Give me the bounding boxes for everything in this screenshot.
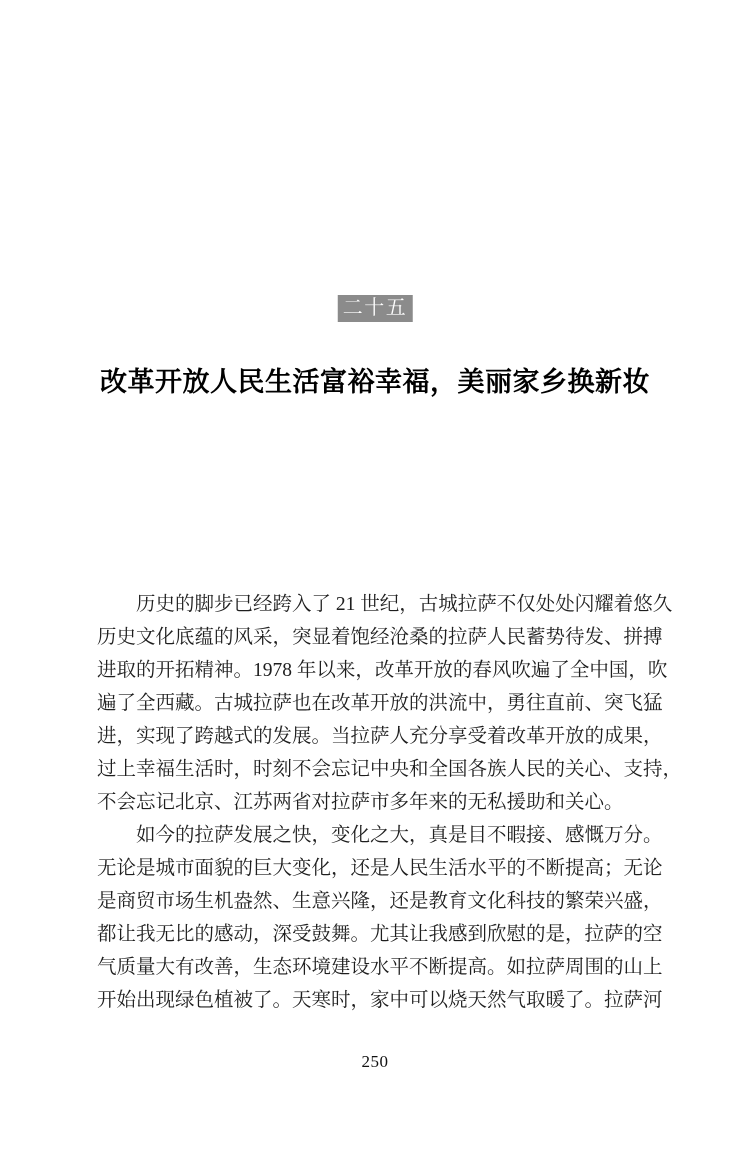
text-line: 进取的开拓精神。1978 年以来，改革开放的春风吹遍了全中国，吹 (97, 660, 668, 681)
text-line: 历史的脚步已经跨入了 21 世纪，古城拉萨不仅处处闪耀着悠久 (136, 594, 673, 615)
text-line: 无论是城市面貌的巨大变化，还是人民生活水平的不断提高；无论 (97, 858, 663, 879)
text-line: 如今的拉萨发展之快，变化之大，真是目不暇接、感慨万分。 (136, 825, 663, 846)
text-line: 气质量大有改善，生态环境建设水平不断提高。如拉萨周围的山上 (97, 957, 663, 978)
text-line: 开始出现绿色植被了。天寒时，家中可以烧天然气取暖了。拉萨河 (97, 990, 663, 1011)
text-line: 历史文化底蕴的风采，突显着饱经沧桑的拉萨人民蓄势待发、拼搏 (97, 627, 663, 648)
text-line: 不会忘记北京、江苏两省对拉萨市多年来的无私援助和关心。 (97, 792, 624, 813)
text-line: 遍了全西藏。古城拉萨也在改革开放的洪流中，勇往直前、突飞猛 (97, 693, 663, 714)
text-line: 都让我无比的感动，深受鼓舞。尤其让我感到欣慰的是，拉萨的空 (97, 924, 663, 945)
text-line: 进，实现了跨越式的发展。当拉萨人充分享受着改革开放的成果， (97, 726, 663, 747)
text-line: 过上幸福生活时，时刻不会忘记中央和全国各族人民的关心、支持， (97, 759, 683, 780)
page-number: 250 (361, 1052, 389, 1071)
body-text (97, 588, 683, 1017)
chapter-number-badge: 二十五 (338, 295, 413, 322)
chapter-title: 改革开放人民生活富裕幸福，美丽家乡换新妆 (100, 367, 650, 398)
text-line: 是商贸市场生机盎然、生意兴隆，还是教育文化科技的繁荣兴盛， (97, 891, 663, 912)
